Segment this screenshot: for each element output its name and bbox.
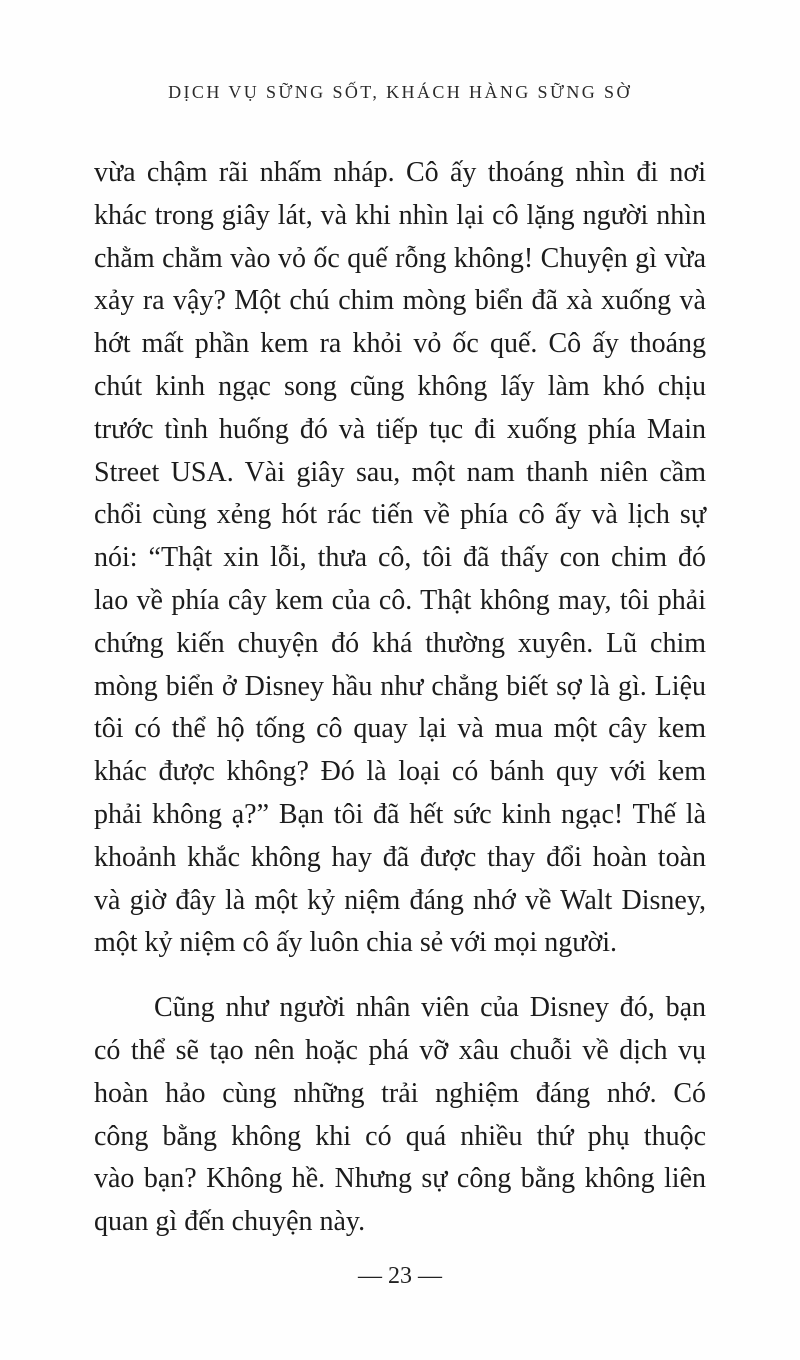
text-line: vào bạn? Không hề. Nhưng sự công bằng không liên [94,1163,706,1195]
text-line: Cũng như người nhân viên của Disney đó, bạn [154,992,706,1024]
text-line: quan gì đến chuyện này. [94,1206,366,1238]
text-line: lao về phía cây kem của cô. Thật không may, tôi phải [94,584,706,616]
text-line: mòng biển ở Disney hầu như chẳng biết sợ là gì. Liệu [94,670,706,702]
text-line: khác được không? Đó là loại có bánh quy với kem [94,756,706,788]
text-line: tôi có thể hộ tống cô quay lại và mua một cây kem [94,713,706,745]
text-line: công bằng không khi có quá nhiều thứ phụ thuộc [94,1120,706,1152]
text-line: một kỷ niệm cô ấy luôn chia sẻ với mọi người. [94,927,618,959]
text-line: nói: “Thật xin lỗi, thưa cô, tôi đã thấy con chim đó [94,542,706,574]
page-number: — 23 — [358,1263,442,1289]
text-line: chổi cùng xẻng hót rác tiến về phía cô ấy và lịch sự [94,499,706,531]
running-header: DỊCH VỤ SỮNG SỐT, KHÁCH HÀNG SỮNG SỜ [168,82,632,102]
text-line: khoảnh khắc không hay đã được thay đổi hoàn toàn [94,841,706,873]
text-line: chằm chằm vào vỏ ốc quế rỗng không! Chuyện gì vừa [94,242,706,274]
text-line: hớt mất phần kem ra khỏi vỏ ốc quế. Cô ấy thoáng [94,328,706,360]
paragraph-gap [94,965,706,987]
text-line: vừa chậm rãi nhấm nháp. Cô ấy thoáng nhìn đi nơi [94,157,706,188]
paragraph-1 [94,152,706,965]
text-line: trước tình huống đó và tiếp tục đi xuống phía Main [94,413,706,445]
text-line: Street USA. Vài giây sau, một nam thanh niên cầm [94,456,706,488]
text-line: có thể sẽ tạo nên hoặc phá vỡ xâu chuỗi về dịch vụ [94,1034,706,1066]
text-line: và giờ đây là một kỷ niệm đáng nhớ về Walt Disney, [94,884,706,916]
text-line: chút kinh ngạc song cũng không lấy làm khó chịu [94,370,706,402]
text-line: hoàn hảo cùng những trải nghiệm đáng nhớ. Có [94,1077,706,1109]
paragraph-2 [94,987,706,1244]
text-line: chứng kiến chuyện đó khá thường xuyên. Lũ chim [94,627,706,659]
text-line: phải không ạ?” Bạn tôi đã hết sức kinh ngạc! Thế là [94,798,706,830]
body-text [94,152,706,1244]
text-line: xảy ra vậy? Một chú chim mòng biển đã xà xuống và [94,285,706,317]
text-line: khác trong giây lát, và khi nhìn lại cô lặng người nhìn [94,199,706,231]
